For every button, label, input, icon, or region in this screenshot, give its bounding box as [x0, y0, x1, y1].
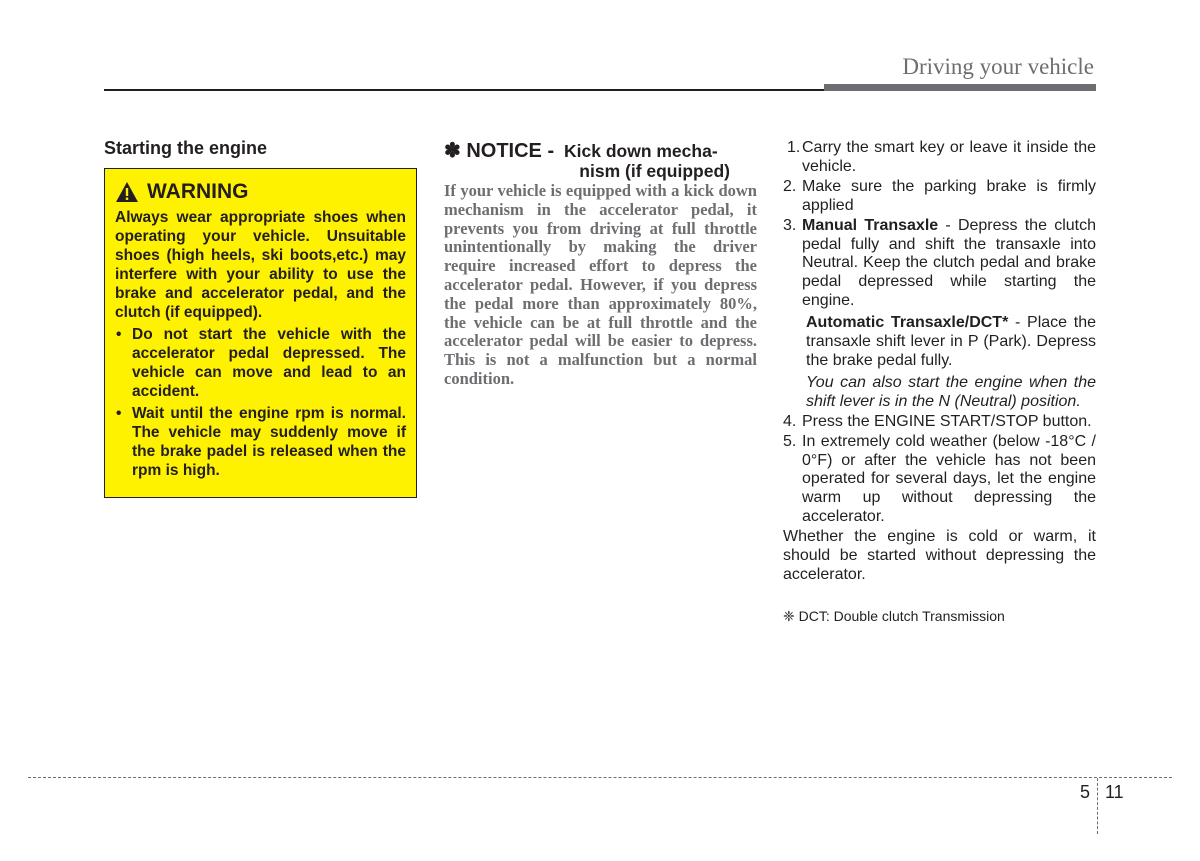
step-item [783, 217, 1096, 312]
header-rule [104, 89, 824, 91]
notice-subtitle: nism (if equipped) [579, 161, 730, 181]
footnote: ❈ DCT: Double clutch Transmission [783, 607, 1005, 624]
page-number: 11 [1105, 782, 1124, 802]
step-item [783, 139, 1096, 177]
step-item [783, 178, 1096, 216]
notice-star-icon: ✽ [444, 140, 461, 162]
step-text: Press the ENGINE START/STOP button. [802, 412, 1092, 430]
notice-subtitle: Kick down mecha- [564, 141, 718, 161]
warning-intro: Always wear appropriate shoes when operating your vehicle. Unsuitable shoes (high heels, ski boots,etc.) may interfere with your ability to use the brake and accelerator pedal, and the clutch (if equipped). [115, 209, 406, 321]
notice-header [444, 138, 757, 182]
step-number: 2. [783, 177, 797, 195]
step-emphasis: Manual Transaxle [802, 216, 939, 234]
section-number: 5 [1079, 782, 1090, 802]
column-right [783, 139, 1096, 626]
warning-body [115, 208, 406, 480]
notice-heading [444, 138, 554, 163]
step-emphasis: Automatic Transaxle/DCT* [806, 314, 1009, 332]
footer-rule [28, 777, 1172, 778]
step-number: 1. [787, 139, 801, 156]
column-left [104, 138, 417, 498]
step-text: - Place the transaxle shift lever in P (Park). Depress the brake pedal fully. [806, 314, 1096, 369]
warning-box [104, 168, 417, 498]
notice-label: NOTICE - [466, 140, 555, 162]
warning-header [115, 180, 406, 204]
running-header: Driving your vehicle [902, 54, 1094, 79]
step-item [783, 433, 1096, 528]
step-text: In extremely cold weather (below -18°C / 0°F) or after the vehicle has not been operated for several days, let the engine warm up without depressing the accelerator. [802, 432, 1096, 526]
warning-title: WARNING [147, 180, 249, 203]
notice-body: If your vehicle is equipped with a kick down mechanism in the accelerator pedal, it prevents you from driving at full throttle unintentionally by making the driver require increased effort to depress the accelerator pedal. However, if you depress the pedal more than approximately 80%, the vehicle can be at full throttle and the accelerator pedal will be easier to depress. This is not a malfunction but a normal condition. [444, 181, 757, 388]
step-text: Carry the smart key or leave it inside the vehicle. [802, 139, 1096, 175]
section-title: Starting the engine [104, 138, 268, 158]
step-note: You can also start the engine when the shift lever is in the N (Neutral) position. [806, 373, 1096, 410]
step-subitem [783, 314, 1096, 371]
step-text: Make sure the parking brake is firmly applied [802, 177, 1096, 214]
header-rule-accent [824, 84, 1096, 91]
step-item [783, 413, 1096, 432]
step-number: 4. [783, 412, 797, 430]
closing-paragraph: Whether the engine is cold or warm, it should be started without depressing the accelerator. [783, 528, 1096, 583]
column-middle [444, 138, 757, 389]
warning-bullet: • Wait until the engine rpm is normal. The vehicle may suddenly move if the brake padel is released when the rpm is high. [115, 404, 406, 480]
warning-list [115, 325, 406, 480]
step-text: - Depress the clutch pedal fully and shift the transaxle into Neutral. Keep the clutch pedal and brake pedal depressed while starting the engine. [802, 216, 1096, 310]
step-number: 5. [783, 432, 797, 450]
warning-bullet: • Do not start the vehicle with the accelerator pedal depressed. The vehicle can move and lead to an accident. [115, 325, 406, 401]
footer-divider [1097, 778, 1098, 834]
step-number: 3. [783, 216, 797, 234]
warning-triangle-icon [115, 181, 139, 203]
